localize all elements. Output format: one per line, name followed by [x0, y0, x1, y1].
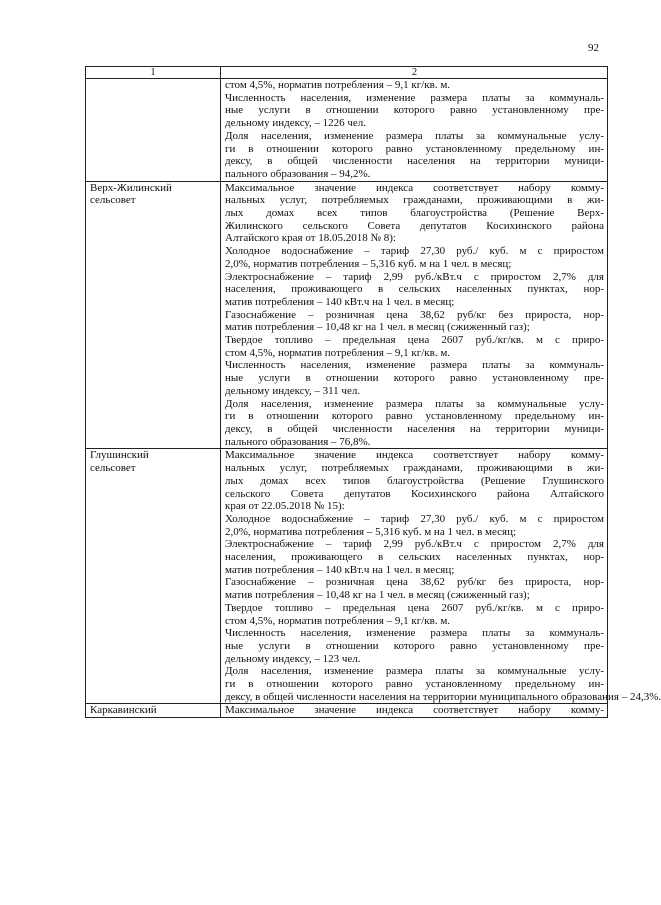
description-line: Доля населения, изменение размера платы за коммунальные услу- — [225, 665, 604, 678]
description-cell — [221, 181, 608, 449]
table-row — [86, 181, 608, 449]
description-cell — [221, 449, 661, 704]
page-number: 92 — [588, 42, 599, 54]
description-line: стом 4,5%, норматив потребления – 9,1 кг/кв. м. — [225, 614, 451, 627]
header-col-2: 2 — [221, 67, 608, 79]
description-line: ги в отношении которого равно установленному предельному ин- — [225, 678, 604, 691]
description-line: населения, проживающего в сельских населенных пунктах, нор- — [225, 283, 604, 296]
header-col-1: 1 — [86, 67, 221, 79]
description-line: Электроснабжение – тариф 2,99 руб./кВт.ч с приростом 2,7% для — [225, 538, 604, 551]
description-line: Жилинского сельского Совета депутатов Косихинского района — [225, 219, 604, 232]
description-line: ги в отношении которого равно установленному предельному ин- — [225, 142, 604, 155]
table-header-row — [86, 67, 608, 79]
description-line: Твердое топливо – предельная цена 2607 руб./кг/кв. м с приро- — [225, 334, 604, 347]
description-line: Холодное водоснабжение – тариф 27,30 руб./ куб. м с приростом — [225, 245, 604, 258]
description-line: Максимальное значение индекса соответствует набору комму- — [225, 449, 604, 462]
description-line: населения, проживающего в сельских населенных пунктах, нор- — [225, 551, 604, 564]
description-line: матив потребления – 140 кВт.ч на 1 чел. в месяц; — [225, 295, 455, 308]
description-line: ги в отношении которого равно установленному предельному ин- — [225, 410, 604, 423]
description-line: дельному индексу, – 1226 чел. — [225, 117, 366, 130]
description-line: Алтайского края от 18.05.2018 № 8): — [225, 232, 396, 245]
municipality-name-line: Каркавинский — [90, 704, 157, 717]
description-line: лых домах всех типов благоустройства (Решение Глушинского — [225, 474, 604, 487]
municipality-name-line: Глушинский — [90, 449, 149, 462]
description-line: Максимальное значение индекса соответствует набору комму- — [225, 181, 604, 194]
description-line: Твердое топливо – предельная цена 2607 руб./кг/кв. м с приро- — [225, 601, 604, 614]
table-row — [86, 704, 608, 718]
municipality-name-line: сельсовет — [90, 194, 136, 207]
description-line: Максимальное значение индекса соответствует набору комму- — [225, 704, 604, 717]
description-line: стом 4,5%, норматив потребления – 9,1 кг/кв. м. — [225, 346, 451, 359]
description-line: Численность населения, изменение размера платы за коммуналь- — [225, 359, 604, 372]
description-line: Доля населения, изменение размера платы за коммунальные услу- — [225, 397, 604, 410]
description-line: Численность населения, изменение размера платы за коммуналь- — [225, 91, 604, 104]
description-line: нальных услуг, потребляемых гражданами, проживающими в жи- — [225, 194, 604, 207]
description-line: матив потребления – 10,48 кг на 1 чел. в месяц (сжиженный газ); — [225, 321, 530, 334]
municipality-name-line: сельсовет — [90, 462, 136, 475]
description-line: матив потребления – 140 кВт.ч на 1 чел. в месяц; — [225, 563, 455, 576]
tariff-table — [85, 66, 661, 718]
table-body — [86, 67, 661, 718]
description-cell — [221, 704, 608, 718]
description-line: матив потребления – 10,48 кг на 1 чел. в месяц (сжиженный газ); — [225, 589, 530, 602]
description-line: 2,0%, норматива потребления – 5,316 куб. м на 1 чел. в месяц; — [225, 525, 517, 538]
description-line: 2,0%, норматив потребления – 5,316 куб. м на 1 чел. в месяц; — [225, 257, 512, 270]
description-line: края от 22.05.2018 № 15): — [225, 500, 345, 513]
description-line: Газоснабжение – розничная цена 38,62 руб/кг без прироста, нор- — [225, 576, 604, 589]
table-row — [86, 449, 608, 704]
description-line: сельского Совета депутатов Косихинского района Алтайского — [225, 487, 604, 500]
description-line: дексу, в общей численности населения на территории муниципального образования – 24,3%. — [225, 690, 661, 703]
municipality-cell — [86, 181, 221, 449]
description-line: пального образования – 76,8%. — [225, 435, 371, 448]
description-line: дексу, в общей численности населения на территории муници- — [225, 155, 604, 168]
description-line: Доля населения, изменение размера платы за коммунальные услу- — [225, 129, 604, 142]
description-line: дельному индексу, – 311 чел. — [225, 384, 361, 397]
description-line: лых домах всех типов благоустройства (Решение Верх- — [225, 207, 604, 220]
description-line: ные услуги в отношении которого равно установленному пре- — [225, 639, 604, 652]
description-line: стом 4,5%, норматив потребления – 9,1 кг/кв. м. — [225, 79, 451, 91]
municipality-name-line: Верх-Жилинский — [90, 181, 172, 194]
municipality-cell — [86, 704, 221, 718]
table-row — [86, 79, 608, 182]
description-line: дексу, в общей численности населения на территории муници- — [225, 422, 604, 435]
municipality-cell — [86, 449, 221, 704]
description-line: пального образования – 94,2%. — [225, 167, 371, 180]
description-line: Численность населения, изменение размера платы за коммуналь- — [225, 627, 604, 640]
description-line: ные услуги в отношении которого равно установленному пре- — [225, 372, 604, 385]
description-cell — [221, 79, 608, 182]
description-line: ные услуги в отношении которого равно установленному пре- — [225, 104, 604, 117]
description-line: Холодное водоснабжение – тариф 27,30 руб./ куб. м с приростом — [225, 512, 604, 525]
description-line: дельному индексу, – 123 чел. — [225, 652, 361, 665]
description-line: Электроснабжение – тариф 2,99 руб./кВт.ч с приростом 2,7% для — [225, 270, 604, 283]
description-line: нальных услуг, потребляемых гражданами, проживающими в жи- — [225, 462, 604, 475]
description-line: Газоснабжение – розничная цена 38,62 руб/кг без прироста, нор- — [225, 308, 604, 321]
municipality-cell — [86, 79, 221, 182]
